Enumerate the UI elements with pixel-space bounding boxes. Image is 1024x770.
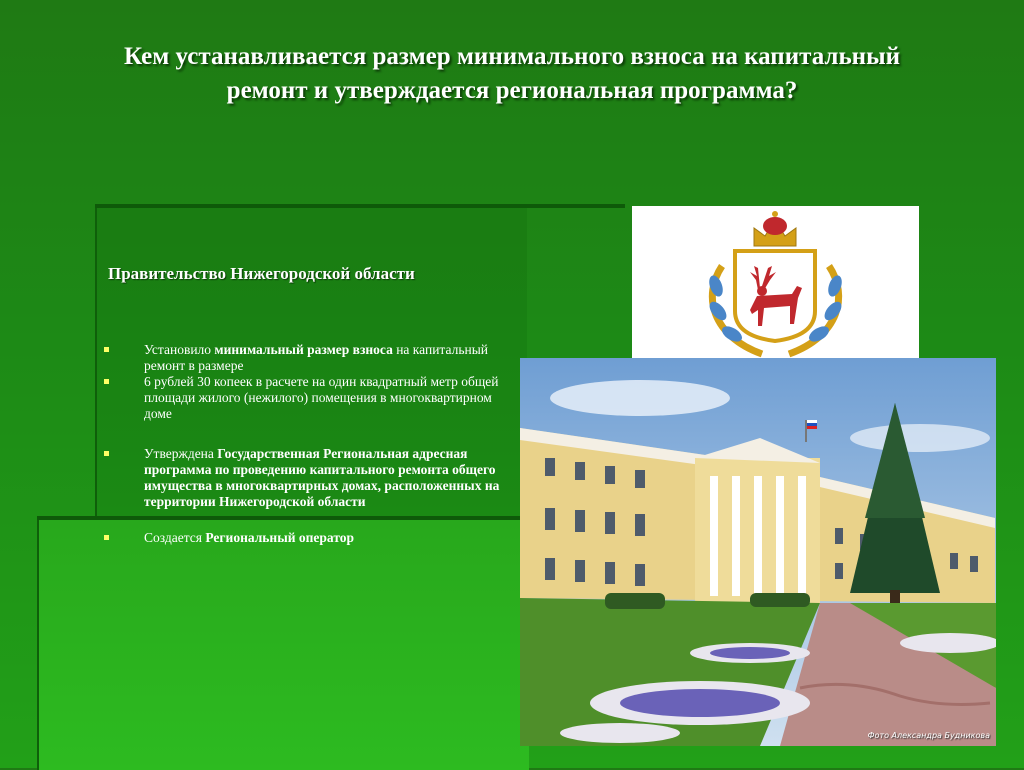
slide-title-line-2: ремонт и утверждается региональная программа? [226, 77, 798, 104]
bullet-item: Создается Региональный оператор [104, 530, 504, 546]
bullet-item: Установило минимальный размер взноса на капитальный ремонт в размере [104, 342, 504, 374]
bullet-square-icon [104, 379, 109, 384]
bullet-square-icon [104, 535, 109, 540]
government-building-photo [520, 358, 996, 746]
decor-line-upper [95, 204, 625, 208]
decor-panel-lower [37, 518, 529, 770]
slide-subtitle: Правительство Нижегородской области [108, 264, 415, 283]
bullet-item: Утверждена Государственная Региональная адресная программа по проведению капитального ремонта общего имущества в многоквартирных домах, расположенных на территории Нижегородской области [104, 446, 504, 510]
slide-title [40, 40, 984, 108]
bullet-list [104, 342, 504, 546]
photo-credit: Фото Александра Будникова [867, 731, 990, 740]
bullet-square-icon [104, 451, 109, 456]
coat-of-arms-image [632, 206, 919, 362]
slide-title-line-1: Кем устанавливается размер минимального взноса на капитальный [124, 43, 900, 70]
bullet-square-icon [104, 347, 109, 352]
bullet-item: 6 рублей 30 копеек в расчете на один квадратный метр общей площади жилого (нежилого) помещения в многоквартирном доме [104, 374, 504, 422]
